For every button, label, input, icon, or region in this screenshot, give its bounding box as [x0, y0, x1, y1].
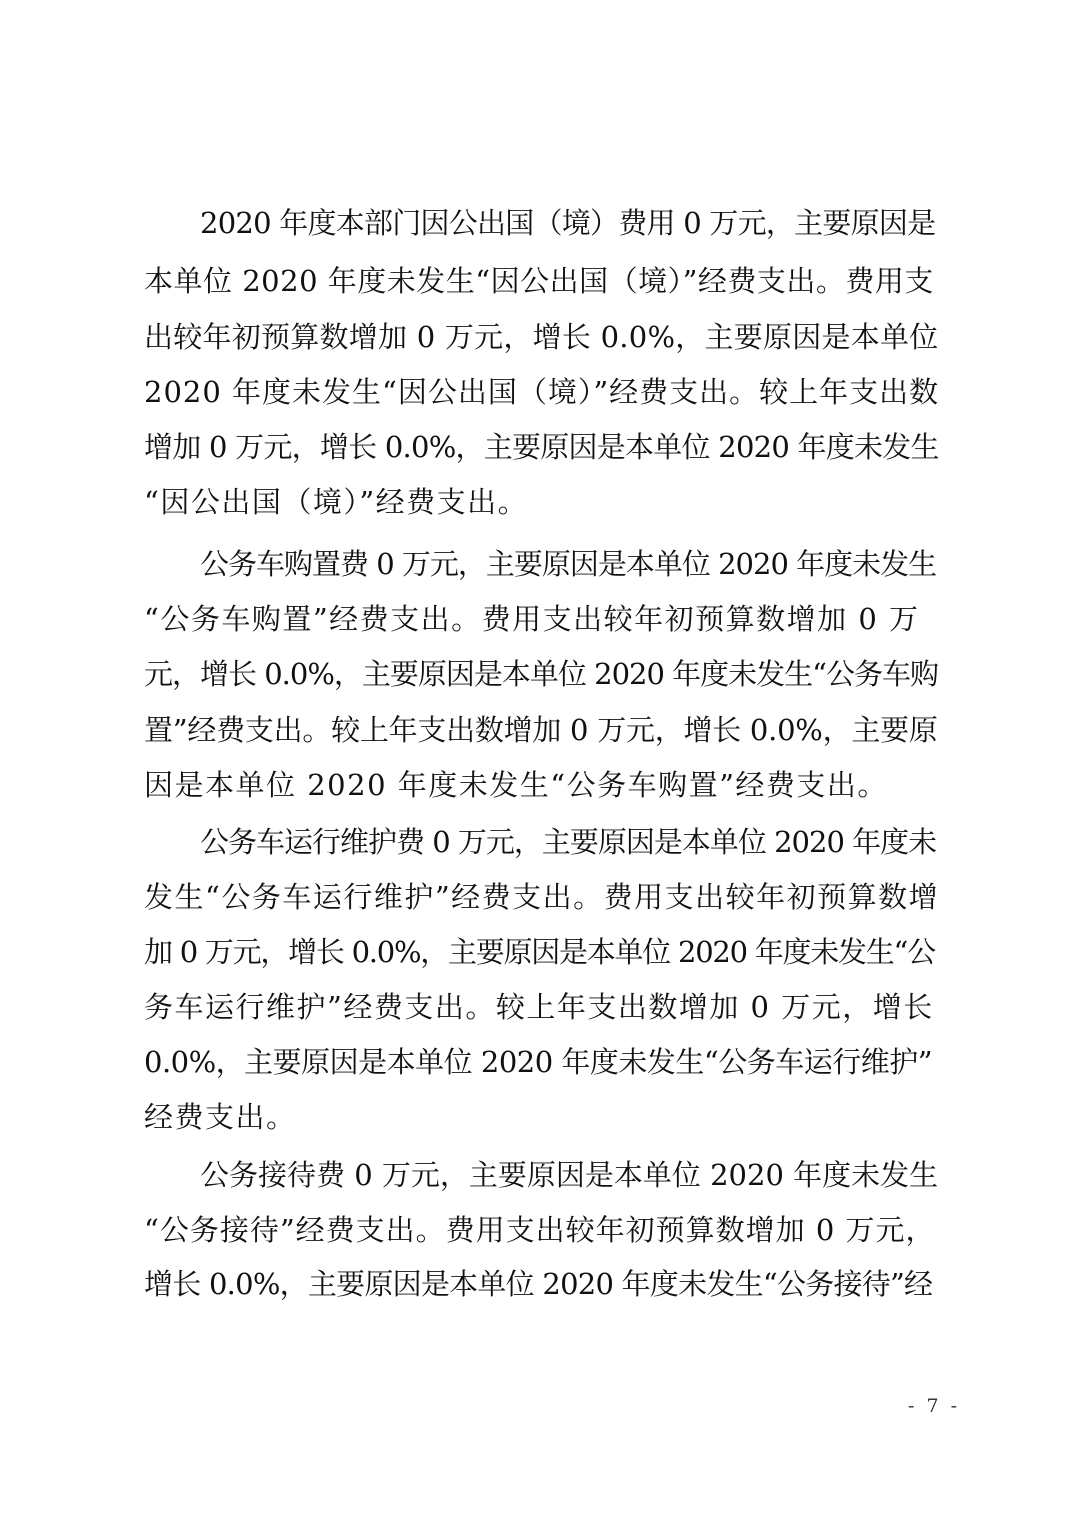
- page-number: - 7 -: [907, 1395, 960, 1417]
- text-line: 增加 0 万元，增长 0.0%，主要原因是本单位 2020 年度未发生: [144, 430, 939, 464]
- text-line: 置”经费支出。较上年支出数增加 0 万元，增长 0.0%，主要原: [144, 713, 938, 747]
- text-line: 本单位 2020 年度未发生“因公出国（境）”经费支出。费用支: [144, 264, 934, 298]
- text-line: 0.0%，主要原因是本单位 2020 年度未发生“公务车运行维护”: [144, 1045, 933, 1079]
- text-line: 公务接待费 0 万元，主要原因是本单位 2020 年度未发生: [200, 1158, 939, 1192]
- text-line: 2020 年度未发生“因公出国（境）”经费支出。较上年支出数: [144, 375, 940, 409]
- text-line: 出较年初预算数增加 0 万元，增长 0.0%，主要原因是本单位: [144, 320, 939, 354]
- text-line: 因是本单位 2020 年度未发生“公务车购置”经费支出。: [144, 768, 888, 802]
- text-line: 公务车购置费 0 万元，主要原因是本单位 2020 年度未发生: [200, 547, 937, 581]
- text-line: 2020 年度本部门因公出国（境）费用 0 万元，主要原因是: [200, 206, 936, 240]
- text-line: “因公出国（境）”经费支出。: [144, 485, 529, 519]
- text-line: 公务车运行维护费 0 万元，主要原因是本单位 2020 年度未: [200, 825, 937, 859]
- text-line: “公务接待”经费支出。费用支出较年初预算数增加 0 万元，: [144, 1213, 936, 1247]
- text-line: 加 0 万元，增长 0.0%，主要原因是本单位 2020 年度未发生“公: [144, 935, 935, 969]
- text-line: 发生“公务车运行维护”经费支出。费用支出较年初预算数增: [144, 880, 940, 914]
- text-line: 元，增长 0.0%，主要原因是本单位 2020 年度未发生“公务车购: [144, 657, 938, 691]
- text-line: 经费支出。: [144, 1100, 297, 1134]
- text-line: 务车运行维护”经费支出。较上年支出数增加 0 万元，增长: [144, 990, 934, 1024]
- text-line: “公务车购置”经费支出。费用支出较年初预算数增加 0 万: [144, 602, 920, 636]
- text-line: 增长 0.0%，主要原因是本单位 2020 年度未发生“公务接待”经: [144, 1267, 933, 1301]
